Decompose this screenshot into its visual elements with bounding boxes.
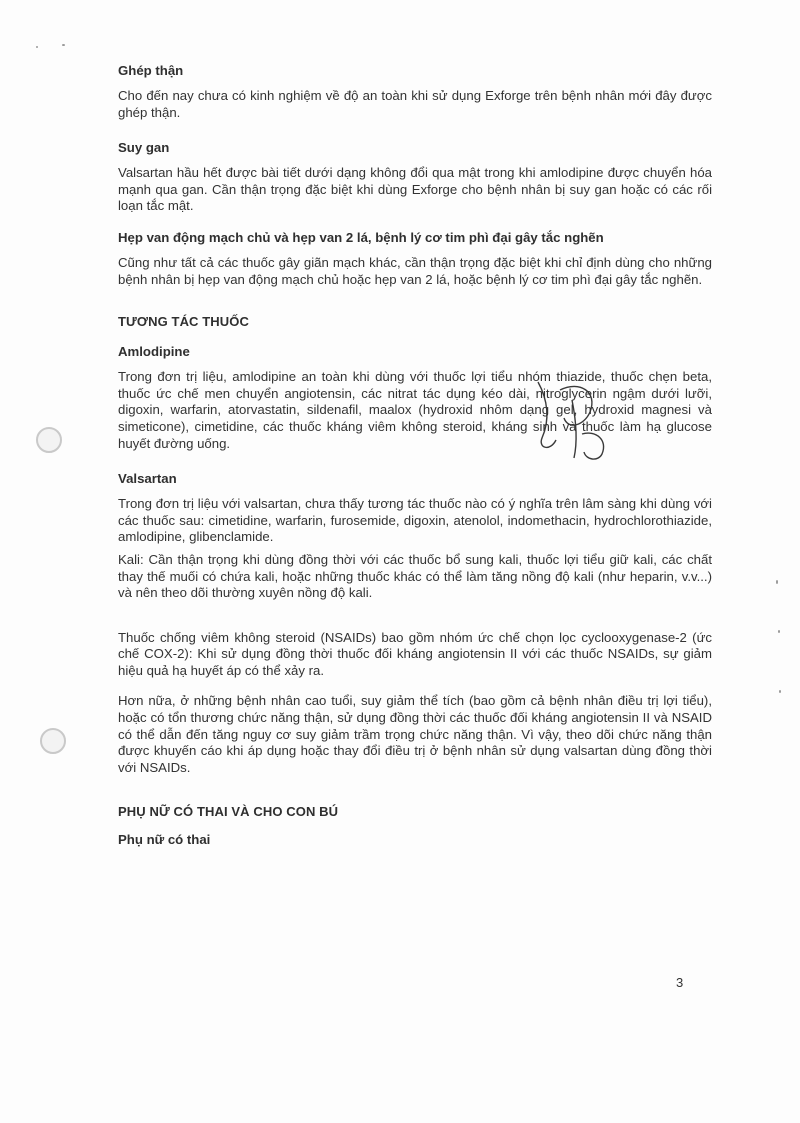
page-number: 3 [676,975,684,990]
document-body [118,62,712,849]
paragraph-valsartan-elderly: Hơn nữa, ở những bệnh nhân cao tuổi, suy giảm thể tích (bao gồm cả bệnh nhân điều trị lợi tiểu), hoặc có tổn thương chức năng thận, sử dụng đồng thời các thuốc đối kháng angiotensin II và NSAID có thể dẫn đến tăng nguy cơ suy giảm trầm trọng chức năng thận. Vì vậy, theo dõi chức năng thận được khuyến cáo khi áp dụng hoặc thay đổi điều trị ở bệnh nhân sử dụng valsartan dùng đồng thời với NSAIDs. [118,693,712,775]
scan-speck [779,690,781,693]
paragraph-valsartan-1: Trong đơn trị liệu với valsartan, chưa thấy tương tác thuốc nào có ý nghĩa trên lâm sàng khi dùng với các thuốc sau: cimetidine, warfarin, furosemide, digoxin, atenolol, indomethacin, hydrochlorothiazide, amlodipine, glibenclamide. [118,496,712,545]
heading-suy-gan: Suy gan [118,140,170,156]
paragraph-hep-van: Cũng như tất cả các thuốc gây giãn mạch khác, cần thận trọng đặc biệt khi chỉ định dùng cho những bệnh nhân bị hẹp van động mạch chủ hoặc hẹp van 2 lá, hoặc bệnh lý cơ tim phì đại gây tắc nghẽn. [118,254,712,287]
paragraph-amlodipine: Trong đơn trị liệu, amlodipine an toàn khi dùng với thuốc lợi tiểu nhóm thiazide, thuốc chẹn beta, thuốc ức chế men chuyển angiotensin, các nitrat tác dụng kéo dài, nitroglycerin ngậm dưới lưỡi, digoxin, warfarin, atorvastatin, sildenafil, maalox (hydroxid nhôm dạng gel, hydroxid magnesi và simeticone), cimetidine, các thuốc kháng viêm không steroid, kháng sinh và thuốc làm hạ glucose huyết đường uống. [118,369,712,451]
scan-speck [778,630,780,633]
heading-valsartan: Valsartan [118,471,177,487]
paragraph-ghep-than: Cho đến nay chưa có kinh nghiệm về độ an toàn khi sử dụng Exforge trên bệnh nhân mới đây được ghép thận. [118,88,712,120]
heading-phu-nu-co-thai: PHỤ NỮ CÓ THAI VÀ CHO CON BÚ [118,804,339,820]
paragraph-valsartan-nsaids: Thuốc chống viêm không steroid (NSAIDs) bao gồm nhóm ức chế chọn lọc cyclooxygenase-2 (ức chế COX-2): Khi sử dụng đồng thời thuốc đối kháng angiotensin II với các thuốc NSAIDs, sự giảm hiệu quả hạ huyết áp có thể xảy ra. [118,629,712,678]
punch-hole-bottom [40,728,66,754]
paragraph-suy-gan: Valsartan hầu hết được bài tiết dưới dạng không đổi qua mật trong khi amlodipine được chuyển hóa mạnh qua gan. Cần thận trọng đặc biệt khi dùng Exforge cho bệnh nhân bị suy gan hoặc có các rối loạn tắc mật. [118,165,712,214]
heading-amlodipine: Amlodipine [118,344,190,360]
paragraph-valsartan-kali: Kali: Cần thận trọng khi dùng đồng thời với các thuốc bổ sung kali, thuốc lợi tiểu giữ kali, các chất thay thế muối có chứa kali, hoặc những thuốc khác có thể làm tăng nồng độ kali (như heparin, v.v...) và nên theo dõi thường xuyên nồng độ kali. [118,551,712,601]
subheading-phu-nu-co-thai: Phụ nữ có thai [118,832,211,848]
scan-speck [36,46,38,48]
scan-speck [776,580,778,584]
heading-hep-van: Hẹp van động mạch chủ và hẹp van 2 lá, bệnh lý cơ tim phì đại gây tắc nghẽn [118,229,604,245]
scan-speck [62,44,65,46]
heading-tuong-tac-thuoc: TƯƠNG TÁC THUỐC [118,314,249,330]
heading-ghep-than: Ghép thận [118,63,184,78]
punch-hole-top [36,427,62,453]
